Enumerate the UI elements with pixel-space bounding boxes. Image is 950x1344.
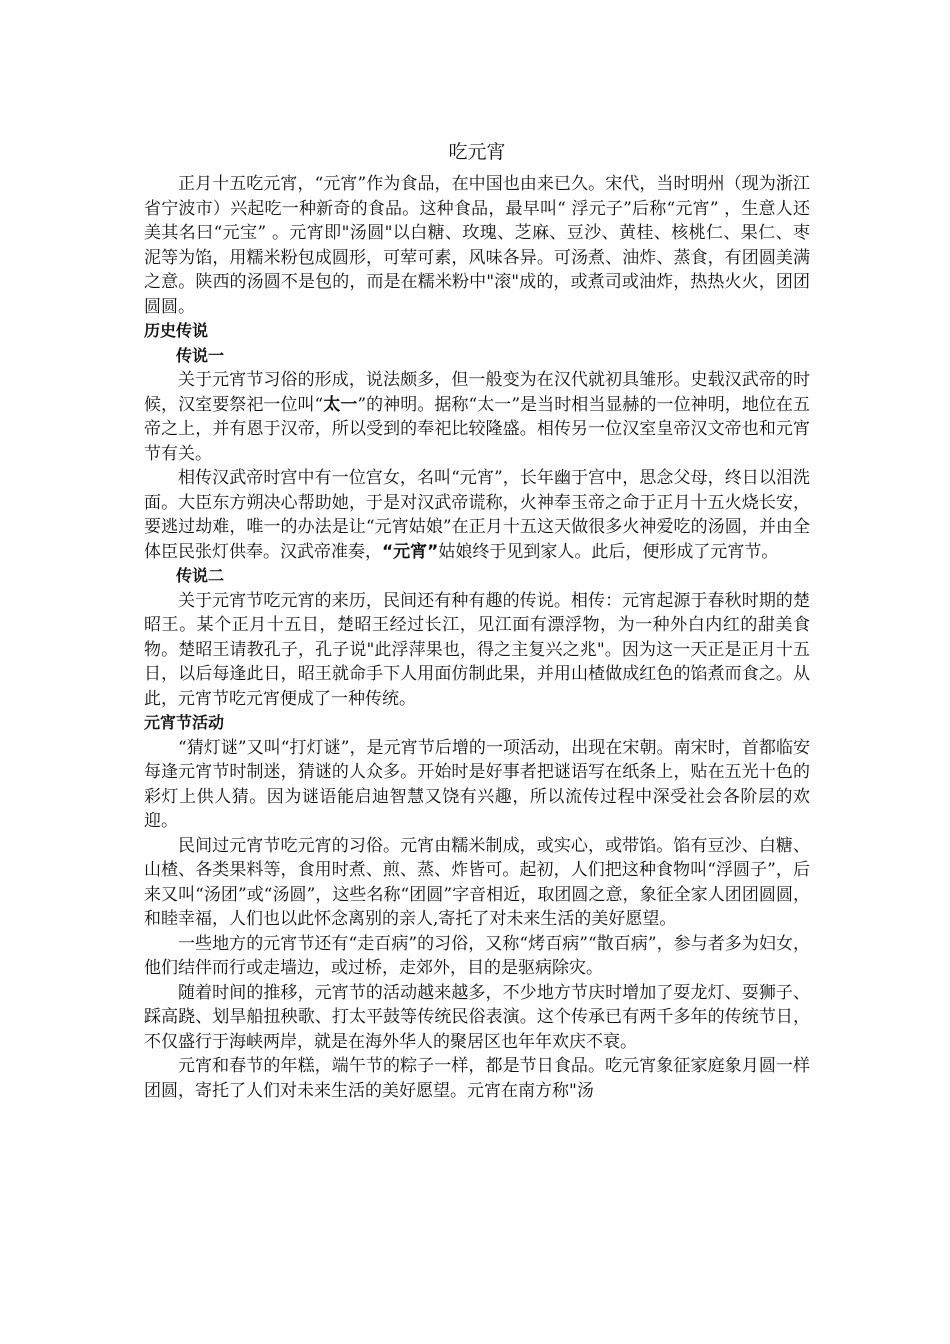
activities-paragraph-1: “猜灯谜”又叫“打灯谜”，是元宵节后增的一项活动，出现在宋朝。南宋时，首都临安每逢元宵节时制迷，猜谜的人众多。开始时是好事者把谜语写在纸条上，贴在五光十色的彩灯上供人猜。因为谜语能启迪智慧又饶有兴趣，所以流传过程中深受社会各阶层的欢迎。 [144,737,810,831]
intro-paragraph: 正月十五吃元宵，“元宵”作为食品，在中国也由来已久。宋代，当时明州（现为浙江省宁波市）兴起吃一种新奇的食品。这种食品，最早叫“ 浮元子”后称“元宵” ，生意人还美其名曰“元宝” 。元宵即"汤圆"以白糖、玫瑰、芝麻、豆沙、黄桂、核桃仁、果仁、枣泥等为馅，用糯米粉包成圆形，可荤可素，风味各异。可汤煮、油炸、蒸食，有团圆美满之意。陕西的汤圆不是包的，而是在糯米粉中"滚"成的，或煮司或油炸，热热火火，团团圆圆。 [144,174,810,317]
activities-paragraph-2: 民间过元宵节吃元宵的习俗。元宵由糯米制成，或实心，或带馅。馅有豆沙、白糖、山楂、各类果料等，食用时煮、煎、蒸、炸皆可。起初，人们把这种食物叫“浮圆子”，后来又叫“汤团”或“汤圆”，这些名称“团圆”字音相近，取团圆之意，象征全家人团团圆圆，和睦幸福，人们也以此怀念离别的亲人,寄托了对未来生活的美好愿望。 [144,835,810,929]
section-heading-activities: 元宵节活动 [144,713,225,732]
bold-term-taiyi: 太一 [323,394,358,415]
document-page [144,138,810,1103]
activities-paragraph-5: 元宵和春节的年糕，端午节的粽子一样，都是节日食品。吃元宵象征家庭象月圆一样团圆，寄托了人们对未来生活的美好愿望。元宵在南方称"汤 [144,1056,810,1101]
legend1-paragraph-2: 相传汉武帝时宫中有一位宫女，名叫“元宵”，长年幽于宫中，思念父母，终日以泪洗面。大臣东方朔决心帮助她，于是对汉武帝谎称，火神奉玉帝之命于正月十五火烧长安，要逃过劫难，唯一的办法是让“元宵姑娘”在正月十五这天做很多火神爱吃的汤圆，并由全体臣民张灯供奉。汉武帝准奏，“元宵”姑娘终于见到家人。此后，便形成了元宵节。 [144,468,810,562]
subsection-heading-legend2: 传说二 [176,566,225,585]
page-title: 吃元宵 [448,141,506,163]
legend2-paragraph-1: 关于元宵节吃元宵的来历，民间还有种有趣的传说。相传：元宵起源于春秋时期的楚昭王。某个正月十五日，楚昭王经过长江，见江面有漂浮物，为一种外白内红的甜美食物。楚昭王请教孔子，孔子说"此浮萍果也，得之主复兴之兆"。因为这一天正是正月十五日，以后每逢此日，昭王就命手下人用面仿制此果，并用山楂做成红色的馅煮而食之。从此，元宵节吃元宵便成了一种传统。 [144,590,810,709]
activities-paragraph-3: 一些地方的元宵节还有“走百病”的习俗，又称“烤百病”“散百病”，参与者多为妇女，他们结伴而行或走墙边，或过桥，走郊外，目的是驱病除灾。 [144,933,810,978]
legend1-paragraph-1: 关于元宵节习俗的形成，说法颇多，但一般变为在汉代就初具雏形。史载汉武帝的时候，汉室要祭祀一位叫“太一”的神明。据称“太一”是当时相当显赫的一位神明，地位在五帝之上，并有恩于汉帝，所以受到的奉祀比较隆盛。相传另一位汉室皇帝汉文帝也和元宵节有关。 [144,370,810,464]
activities-paragraph-4: 随着时间的推移，元宵节的活动越来越多，不少地方节庆时增加了耍龙灯、耍狮子、踩高跷、划旱船扭秧歌、打太平鼓等传统民俗表演。这个传承已有两千多年的传统节日，不仅盛行于海峡两岸，就是在海外华人的聚居区也年年欢庆不衰。 [144,982,810,1052]
subsection-heading-legend1: 传说一 [176,345,225,365]
bold-term-yuanxiao: “元宵” [382,541,439,562]
section-heading-history: 历史传说 [144,321,209,340]
